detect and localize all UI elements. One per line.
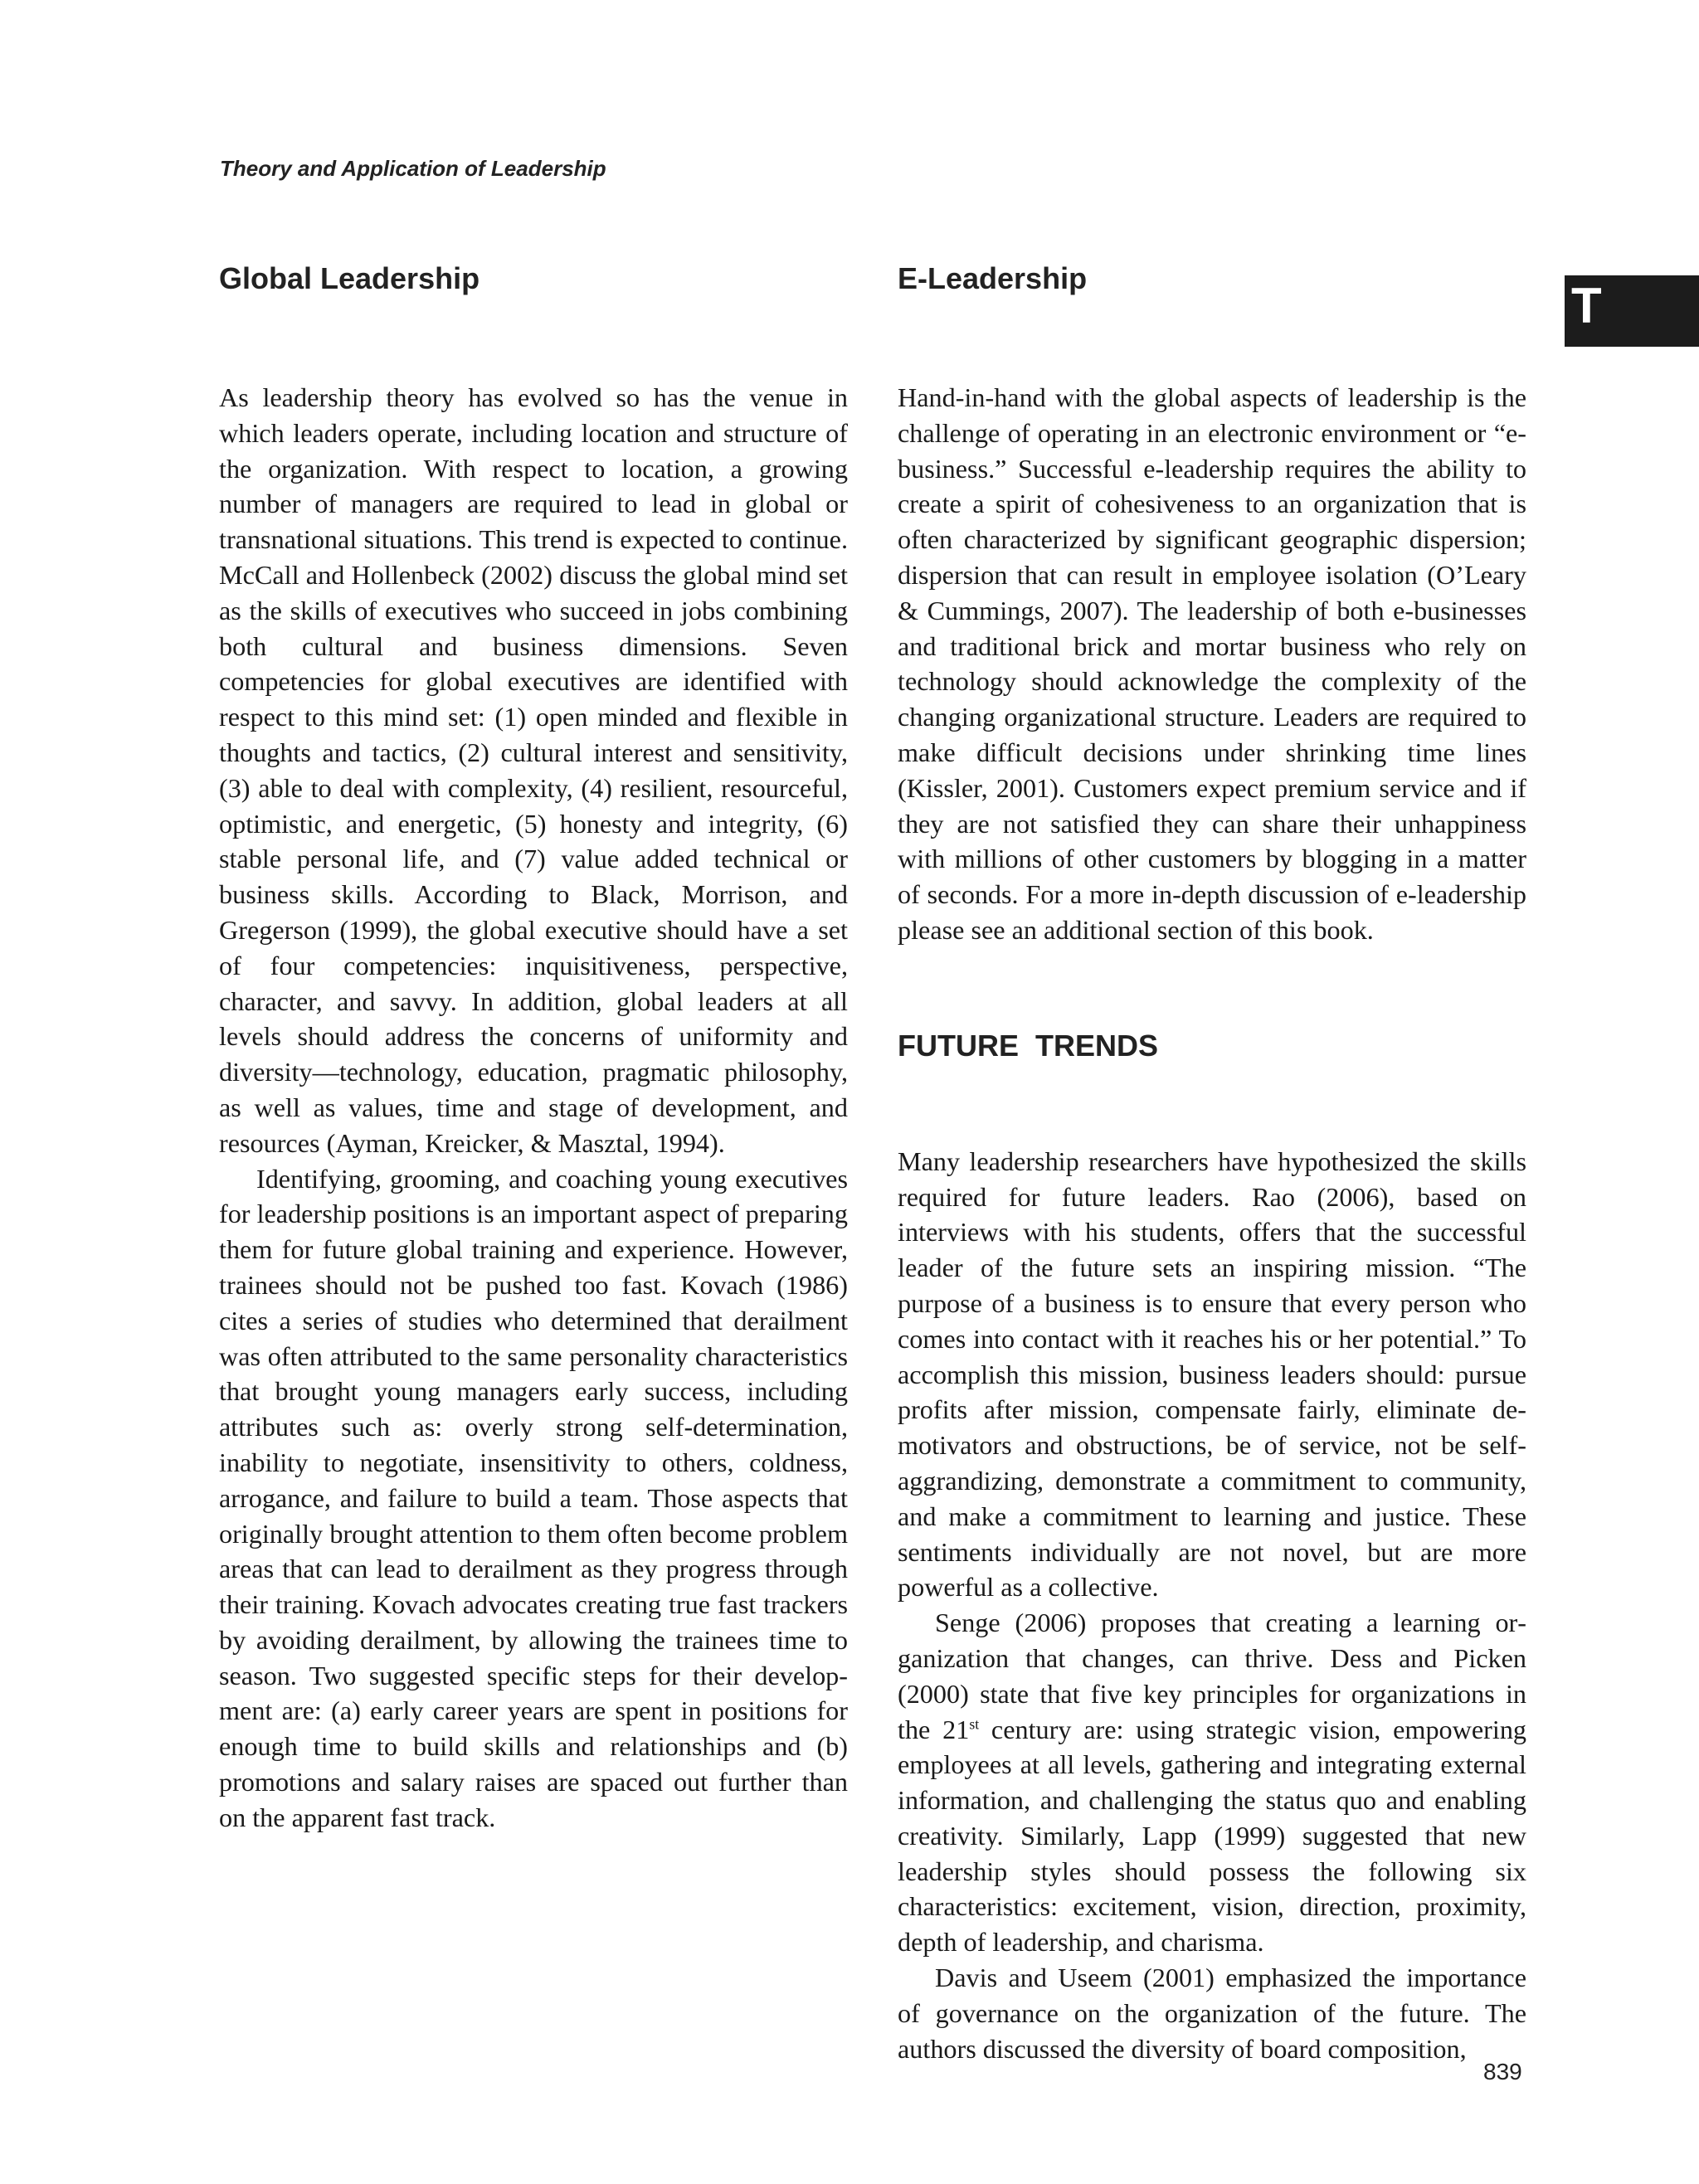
page-number: 839: [1483, 2059, 1522, 2084]
right-column: [898, 254, 1526, 2066]
section-tab-marker: [1565, 275, 1699, 347]
future-trends-paragraph-3: Davis and Useem (2001) emphasized the importance of governance on the organization of the future. The authors discussed the diversity of board composition,: [898, 1963, 1526, 2064]
running-header: Theory and Application of Leadership: [220, 156, 606, 181]
left-column: [219, 254, 848, 1836]
future-trends-heading: FUTURE TRENDS: [898, 1028, 1158, 1063]
future-trends-paragraph-1: Many leadership researchers have hypothesized the skills required for future leaders. Rao (2006), based on interviews with his students, offers that the successful leader of the future sets an inspiring mission. “The purpose of a business is to ensure that every person who comes into contact with it reaches his or her potential.” To accomplish this mission, business leaders should: pursue profits after mission, compensate fairly, eliminate de-motivators and obstructions, be of service, not be self-aggrandizing, demonstrate a commitment to community, and make a commitment to learning and justice. These sentiments individually are not novel, but are more powerful as a collective.: [898, 1146, 1526, 1603]
future-trends-paragraph-2: [898, 1605, 1526, 1960]
section-tab-letter: T: [1571, 278, 1602, 333]
future-trends-paragraph-2-start: Senge (2006) proposes that creating a learning organization that changes, can thrive. Dess and Picken (2000) state that five key principles for organizations in the 21: [898, 1608, 1526, 1744]
e-leadership-heading: E-Leadership: [898, 261, 1088, 295]
future-trends-paragraph-2-end: century are: using strategic vision, empowering employees at all levels, gathering and integrating external information, and challenging the status quo and enabling creativity. Similarly, Lapp (1999) suggested that new leadership styles should possess the following six characteristics: excitement, vision, direction, proximity, depth of leadership, and charisma.: [898, 1714, 1527, 1958]
ordinal-suffix: st: [969, 1715, 980, 1732]
global-leadership-paragraph-2: Identifying, grooming, and coaching young executives for leadership positions is an important aspect of preparing them for future global training and experience. However, trainees should not be pushed too fast. Kovach (1986) cites a series of studies who determined that derailment was often attributed to the same personality characteristics that brought young managers early success, including attributes such as: overly strong self-determination, inability to negotiate, insensitivity to others, coldness, arrogance, and failure to build a team. Those aspects that originally brought attention to them often become problem areas that can lead to derailment as they progress through their training. Kovach advocates creating true fast trackers by avoiding derailment, by allowing the trainees time to season. Two suggested specific steps for their development are: (a) early career years are spent in positions for enough time to build skills and relationships and (b) promotions and salary raises are spaced out further than on the apparent fast track.: [219, 1163, 848, 1832]
global-leadership-heading: Global Leadership: [219, 261, 480, 295]
e-leadership-paragraph: Hand-in-hand with the global aspects of leadership is the challenge of operating in an electronic environment or “e-business.” Successful e-leadership requires the ability to create a spirit of cohesiveness to an organization that is often characterized by significant geographic dispersion; dispersion that can result in employee isolation (O’Leary & Cummings, 2007). The leadership of both e-businesses and traditional brick and mortar business who rely on technology should acknowledge the complexity of the changing organizational structure. Leaders are required to make difficult decisions under shrinking time lines (Kissler, 2001). Customers expect premium service and if they are not satisfied they can share their unhappiness with millions of other customers by blogging in a matter of seconds. For a more in-depth discussion of e-leadership please see an additional section of this book.: [898, 382, 1526, 945]
global-leadership-paragraph-1: As leadership theory has evolved so has the venue in which leaders operate, including location and structure of the organization. With respect to location, a growing number of managers are required to lead in global or transnational situations. This trend is expected to continue. McCall and Hollenbeck (2002) discuss the global mind set as the skills of executives who succeed in jobs combining both cultural and business dimensions. Seven competencies for global executives are identified with respect to this mind set: (1) open minded and flexible in thoughts and tactics, (2) cultural interest and sensitivity, (3) able to deal with complexity, (4) resilient, resourceful, optimistic, and energetic, (5) honesty and integrity, (6) stable personal life, and (7) value added technical or business skills. According to Black, Morrison, and Gregerson (1999), the global executive should have a set of four competencies: inquisitiveness, perspective, character, and savvy. In addition, global leaders at all levels should address the concerns of uniformity and diversity—technology, education, pragmatic philosophy, as well as values, time and stage of development, and resources (Ayman, Kreicker, & Masztal, 1994).: [219, 382, 848, 1158]
